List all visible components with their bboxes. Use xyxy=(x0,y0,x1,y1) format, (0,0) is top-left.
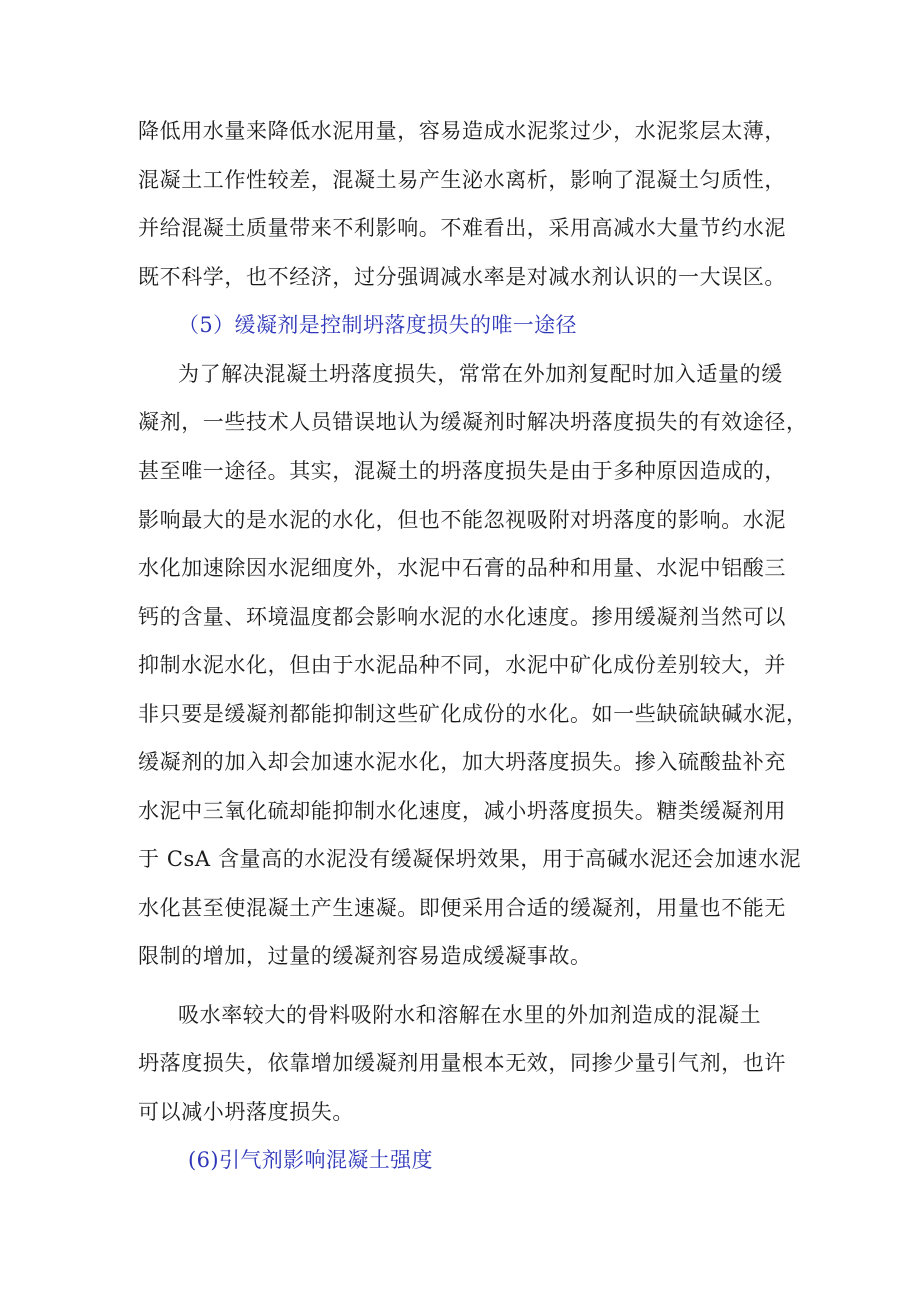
paragraph-1-line-1: 降低用水量来降低水泥用量，容易造成水泥浆过少，水泥浆层太薄， xyxy=(138,119,786,143)
paragraph-2-line-11: 于 CsA 含量高的水泥没有缓凝保坍效果，用于高碱水泥还会加速水泥 xyxy=(138,847,802,871)
paragraph-2-line-1: 为了解决混凝土坍落度损失，常常在外加剂复配时加入适量的缓 xyxy=(178,362,783,386)
paragraph-2-line-4: 影响最大的是水泥的水化，但也不能忽视吸附对坍落度的影响。水泥 xyxy=(138,508,786,532)
paragraph-2-line-7: 抑制水泥水化，但由于水泥品种不同，水泥中矿化成份差别较大，并 xyxy=(138,653,786,677)
paragraph-2-line-12: 水化甚至使混凝土产生速凝。即便采用合适的缓凝剂，用量也不能无 xyxy=(138,896,786,920)
paragraph-3-line-3: 可以减小坍落度损失。 xyxy=(138,1100,354,1124)
paragraph-2-line-3: 甚至唯一途径。其实，混凝土的坍落度损失是由于多种原因造成的， xyxy=(138,459,786,483)
paragraph-2-line-13: 限制的增加，过量的缓凝剂容易造成缓凝事故。 xyxy=(138,944,592,968)
paragraph-2-line-2: 凝剂，一些技术人员错误地认为缓凝剂时解决坍落度损失的有效途径， xyxy=(138,410,808,434)
paragraph-2-line-6: 钙的含量、环境温度都会影响水泥的水化速度。掺用缓凝剂当然可以 xyxy=(138,605,786,629)
paragraph-2-line-9: 缓凝剂的加入却会加速水泥水化，加大坍落度损失。掺入硫酸盐补充 xyxy=(138,750,786,774)
paragraph-2-line-5: 水化加速除因水泥细度外，水泥中石膏的品种和用量、水泥中铝酸三 xyxy=(138,556,786,580)
section-heading-5: （5）缓凝剂是控制坍落度损失的唯一途径 xyxy=(178,313,577,337)
paragraph-2-line-10: 水泥中三氧化硫却能抑制水化速度，减小坍落度损失。糖类缓凝剂用 xyxy=(138,799,786,823)
paragraph-1-line-3: 并给混凝土质量带来不利影响。不难看出，采用高减水大量节约水泥 xyxy=(138,216,786,240)
paragraph-3-line-2: 坍落度损失，依靠增加缓凝剂用量根本无效，同掺少量引气剂，也许 xyxy=(138,1051,786,1075)
paragraph-2-line-8: 非只要是缓凝剂都能抑制这些矿化成份的水化。如一些缺硫缺碱水泥， xyxy=(138,702,808,726)
paragraph-3-line-1: 吸水率较大的骨料吸附水和溶解在水里的外加剂造成的混凝土 xyxy=(178,1003,762,1027)
paragraph-1-line-4: 既不科学，也不经济，过分强调减水率是对减水剂认识的一大误区。 xyxy=(138,265,786,289)
paragraph-1-line-2: 混凝土工作性较差，混凝土易产生泌水离析，影响了混凝土匀质性， xyxy=(138,168,786,192)
section-heading-6: (6)引气剂影响混凝土强度 xyxy=(188,1148,433,1172)
